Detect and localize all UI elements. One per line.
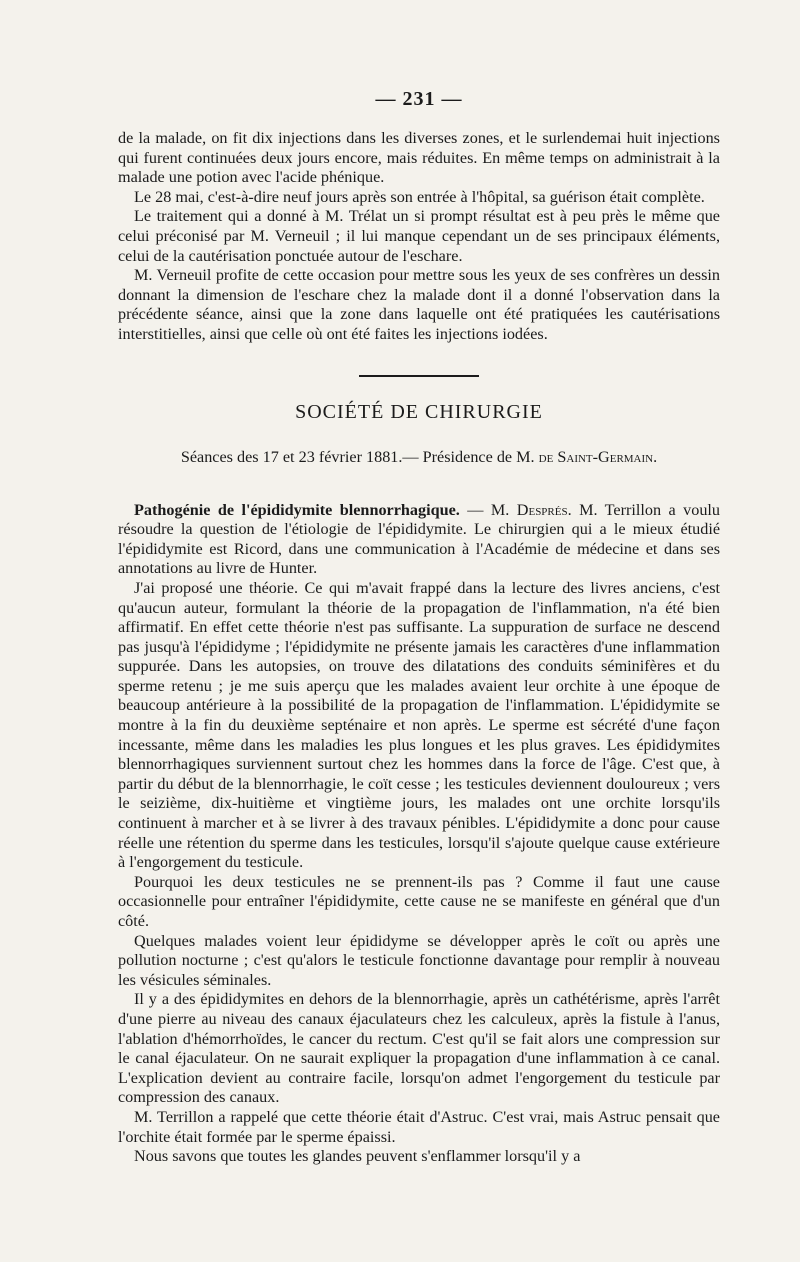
- intro-paragraph: M. Verneuil profite de cette occasion pour mettre sous les yeux de ses confrères un dessin donnant la dimension de l'eschare chez la malade dont il a donné l'observation dans la précédente séance, ainsi que la zone dans laquelle ont été pratiquées les cautérisations interstitielles, ainsi que celle où ont été faites les injections iodées.: [118, 266, 720, 343]
- page-number: — 231 —: [375, 88, 463, 110]
- article-paragraph: Il y a des épididymites en dehors de la blennorrhagie, après un cathétérisme, après l'arrêt d'une pierre au niveau des canaux éjaculateurs chez les calculeux, après la fistule à l'anus, l'ablation d'hémorrhoïdes, le cancer du rectum. C'est qu'il se fait alors une compression sur le canal éjaculateur. On ne saurait expliquer la propagation d'une inflammation à ce canal. L'explication devient au contraire facile, lorsqu'on admet l'engorgement du testicule par compression des canaux.: [118, 990, 720, 1107]
- article: [118, 501, 720, 1167]
- article-paragraph: Pourquoi les deux testicules ne se prennent-ils pas ? Comme il faut une cause occasionnelle pour entraîner l'épididymite, cette cause ne se manifeste en général que d'un côté.: [118, 872, 720, 930]
- session-prefix: Séances des 17 et 23 février 1881.— Présidence de M.: [180, 447, 535, 466]
- article-paragraph: Quelques malades voient leur épididyme se développer après le coït ou après une pollution nocturne ; c'est qu'alors le testicule fonctionne davantage pour remplir à nouveau les vésicules séminales.: [118, 931, 720, 989]
- session-line: [118, 448, 720, 467]
- article-paragraph: Nous savons que toutes les glandes peuvent s'enflammer lorsqu'il y a: [134, 1147, 581, 1166]
- intro-paragraph: Le traitement qui a donné à M. Trélat un si prompt résultat est à peu près le même que celui préconisé par M. Verneuil ; il lui manque cependant un de ses principaux éléments, celui de la cautérisation ponctuée autour de l'eschare.: [118, 207, 720, 265]
- article-paragraph: J'ai proposé une théorie. Ce qui m'avait frappé dans la lecture des livres anciens, c'est qu'aucun auteur, formulant la théorie de la propagation de l'inflammation, n'a été bien affirmatif. En effet cette théorie n'est pas suffisante. La suppuration de surface ne descend pas jusqu'à l'épididyme ; l'épididymite ne présente jamais les caractères d'une inflammation suppurée. Dans les autopsies, on trouve des dilatations des conduits séminifères et du sperme retenu ; je me suis aperçu que les malades avaient leur orchite à une époque de beaucoup antérieure à la possibilité de la propagation de l'inflammation. L'épididymite se montre à la fin du deuxième septénaire et non après. Le sperme est sécrété d'une façon incessante, même dans les maladies les plus longues et les plus graves. Les épididymites blennorrhagiques surviennent surtout chez les hommes dans la force de l'âge. C'est que, à partir du début de la blennorrhagie, le coït cesse ; les testicules deviennent douloureux ; vers le seizième, dix-huitième et vingtième jours, les malades ont une orchite lorsqu'ils continuent à marcher et à se livrer à des travaux pénibles. L'épididymite a donc pour cause réelle une rétention du sperme dans les testicules, lorsqu'il s'ajoute quelque cause extérieure à l'engorgement du testicule.: [118, 578, 720, 872]
- article-lead-paragraph: [118, 501, 720, 579]
- session-president: de Saint-Germain.: [538, 447, 658, 466]
- section-divider: [359, 375, 479, 377]
- section-title: SOCIÉTÉ DE CHIRURGIE: [295, 400, 543, 423]
- article-title: Pathogénie de l'épididymite blennorrhagique.: [134, 500, 460, 519]
- article-lead-dash: — M.: [467, 500, 510, 519]
- article-paragraph: M. Terrillon a rappelé que cette théorie était d'Astruc. C'est vrai, mais Astruc pensait que l'orchite était formée par le sperme épaissi.: [118, 1107, 720, 1146]
- intro-paragraph: de la malade, on fit dix injections dans les diverses zones, et le surlendemai huit injections qui furent continuées deux jours encore, mais réduites. En même temps on administrait à la malade une potion avec l'acide phénique.: [118, 129, 720, 187]
- article-lead-text: M. Terrillon a voulu résoudre la question de l'étiologie de l'épididymite. Le chirurgien qui a le mieux étudié l'épididymite est Ricord, dans une communication à l'Académie de médecine et dans ses annotations au livre de Hunter.: [118, 500, 720, 578]
- intro-section: [118, 129, 720, 345]
- intro-paragraph: Le 28 mai, c'est-à-dire neuf jours après son entrée à l'hôpital, sa guérison était complète.: [134, 187, 705, 206]
- article-speaker: Després.: [516, 500, 572, 519]
